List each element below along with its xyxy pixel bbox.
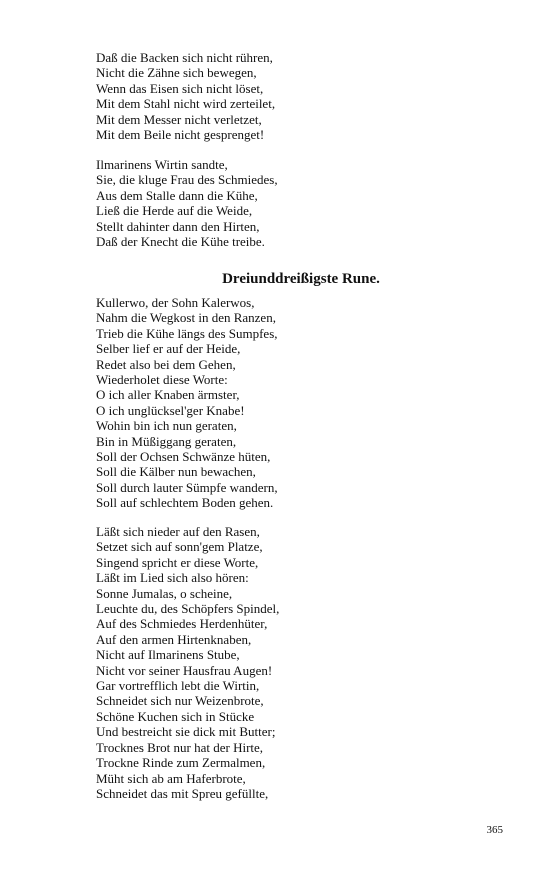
verse-line: Daß die Backen sich nicht rühren, bbox=[96, 50, 273, 65]
verse-line: Trocknes Brot nur hat der Hirte, bbox=[96, 739, 264, 755]
stanza-4 bbox=[96, 524, 456, 801]
page-number: 365 bbox=[486, 824, 503, 836]
rune-heading: Dreiunddreißigste Rune. bbox=[222, 271, 380, 287]
verse-line: Bin in Müßiggang geraten, bbox=[96, 433, 237, 449]
verse-line: Nicht die Zähne sich bewegen, bbox=[96, 65, 257, 81]
verse-line: Läßt im Lied sich also hören: bbox=[96, 570, 249, 586]
verse-line: Redet also bei dem Gehen, bbox=[96, 356, 236, 372]
verse-line: Setzet sich auf sonn'gem Platze, bbox=[96, 539, 263, 555]
verse-line: Sonne Jumalas, o scheine, bbox=[96, 585, 233, 601]
verse-line: Soll durch lauter Sümpfe wandern, bbox=[96, 479, 278, 495]
verse-line: Nicht vor seiner Hausfrau Augen! bbox=[96, 662, 273, 678]
verse-line: Auf des Schmiedes Herdenhüter, bbox=[96, 616, 268, 632]
verse-line: Mit dem Messer nicht verletzet, bbox=[96, 111, 262, 127]
verse-line: Schöne Kuchen sich in Stücke bbox=[96, 708, 255, 724]
verse-line: Nicht auf Ilmarinens Stube, bbox=[96, 647, 240, 663]
verse-line: Trockne Rinde zum Zermalmen, bbox=[96, 755, 266, 771]
verse-line: Wenn das Eisen sich nicht löset, bbox=[96, 80, 264, 96]
verse-line: Soll der Ochsen Schwänze hüten, bbox=[96, 449, 271, 465]
verse-line: Auf den armen Hirtenknaben, bbox=[96, 631, 252, 647]
verse-line: Mit dem Beile nicht gesprenget! bbox=[96, 127, 265, 143]
verse-line: Selber lief er auf der Heide, bbox=[96, 341, 241, 357]
verse-line: Müht sich ab am Haferbrote, bbox=[96, 770, 246, 786]
verse-line: Daß der Knecht die Kühe treibe. bbox=[96, 234, 265, 250]
verse-line: Soll auf schlechtem Boden gehen. bbox=[96, 495, 274, 511]
verse-line: Aus dem Stalle dann die Kühe, bbox=[96, 187, 258, 203]
verse-line: Wohin bin ich nun geraten, bbox=[96, 418, 237, 434]
verse-line: Sie, die kluge Frau des Schmiedes, bbox=[96, 172, 278, 188]
verse-line: Trieb die Kühe längs des Sumpfes, bbox=[96, 325, 278, 341]
verse-line: O ich aller Knaben ärmster, bbox=[96, 387, 240, 403]
verse-line: Kullerwo, der Sohn Kalerwos, bbox=[96, 295, 255, 310]
stanza-1 bbox=[96, 50, 456, 142]
verse-line: Singend spricht er diese Worte, bbox=[96, 554, 259, 570]
verse-line: Läßt sich nieder auf den Rasen, bbox=[96, 524, 260, 539]
stanza-3 bbox=[96, 295, 456, 511]
verse-line: Leuchte du, des Schöpfers Spindel, bbox=[96, 601, 280, 617]
verse-line: Ilmarinens Wirtin sandte, bbox=[96, 157, 228, 172]
verse-line: Schneidet das mit Spreu gefüllte, bbox=[96, 785, 269, 801]
verse-line: Wiederholet diese Worte: bbox=[96, 372, 228, 388]
verse-line: Und bestreicht sie dick mit Butter; bbox=[96, 724, 276, 740]
verse-line: Schneidet sich nur Weizenbrote, bbox=[96, 693, 264, 709]
stanza-2 bbox=[96, 157, 456, 249]
verse-line: Ließ die Herde auf die Weide, bbox=[96, 203, 253, 219]
verse-line: Soll die Kälber nun bewachen, bbox=[96, 464, 256, 480]
verse-line: Stellt dahinter dann den Hirten, bbox=[96, 218, 260, 234]
verse-line: Mit dem Stahl nicht wird zerteilet, bbox=[96, 96, 276, 112]
verse-line: O ich unglücksel'ger Knabe! bbox=[96, 402, 245, 418]
verse-line: Gar vortrefflich lebt die Wirtin, bbox=[96, 678, 260, 694]
verse-line: Nahm die Wegkost in den Ranzen, bbox=[96, 310, 276, 326]
